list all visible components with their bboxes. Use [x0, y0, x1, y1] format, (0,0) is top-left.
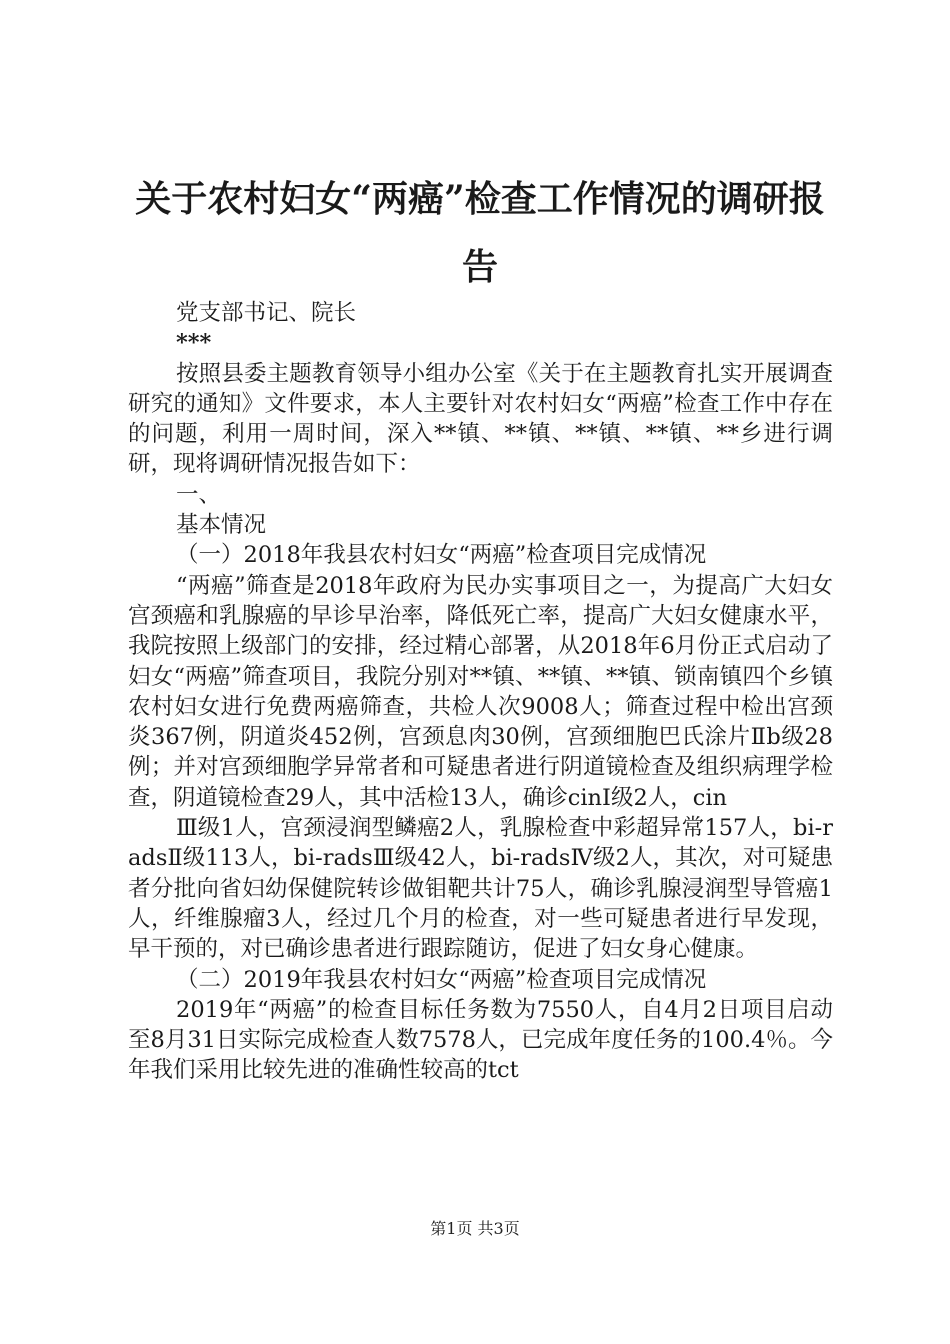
- document-title: 关于农村妇女“两癌”检查工作情况的调研报告: [135, 178, 825, 288]
- paragraph-2019-progress: 2019年“两癌”的检查目标任务数为7550人，自4月2日项目启动至8月31日实际完成检查人数7578人，已完成年度任务的100.4％。今年我们采用比较先进的准确性较高的tct: [128, 996, 833, 1084]
- subsection-heading-2019: （二）2019年我县农村妇女“两癌”检查项目完成情况: [176, 966, 707, 993]
- intro-paragraph: 按照县委主题教育领导小组办公室《关于在主题教育扎实开展调查研究的通知》文件要求，本人主要针对农村妇女“两癌”检查工作中存在的问题，利用一周时间，深入**镇、**镇、**镇、**镇、**乡进行调研，现将调研情况报告如下：: [128, 360, 833, 478]
- author-role: 党支部书记、院长: [176, 300, 357, 326]
- section-heading: 基本情况: [176, 512, 267, 539]
- page-footer: 第1页 共3页: [430, 1219, 520, 1238]
- paragraph-2018-results: Ⅲ级1人，宫颈浸润型鳞癌2人，乳腺检查中彩超异常157人，bi-radsⅡ级113人，bi-radsⅢ级42人，bi-radsⅣ级2人，其次，对可疑患者分批向省妇幼保健院转诊做钼靶共计75人，确诊乳腺浸润型导管癌1人，纤维腺瘤3人，经过几个月的检查，对一些可疑患者进行早发现，早干预的，对已确诊患者进行跟踪随访，促进了妇女身心健康。: [128, 815, 833, 963]
- author-name: ***: [176, 330, 212, 357]
- document-body: [128, 298, 833, 1086]
- paragraph-2018-screening: “两癌”筛查是2018年政府为民办实事项目之一，为提高广大妇女宫颈癌和乳腺癌的早诊早治率，降低死亡率，提高广大妇女健康水平，我院按照上级部门的安排，经过精心部署，从2018年6月份正式启动了妇女“两癌”筛查项目，我院分别对**镇、**镇、**镇、锁南镇四个乡镇农村妇女进行免费两癌筛查，共检人次9008人；筛查过程中检出宫颈炎367例，阴道炎452例，宫颈息肉30例，宫颈细胞巴氏涂片Ⅱb级28例；并对宫颈细胞学异常者和可疑患者进行阴道镜检查及组织病理学检查，阴道镜检查29人，其中活检13人，确诊cinⅠ级2人，cin: [128, 572, 833, 811]
- section-number: 一、: [176, 481, 222, 508]
- subsection-heading-2018: （一）2018年我县农村妇女“两癌”检查项目完成情况: [176, 542, 707, 569]
